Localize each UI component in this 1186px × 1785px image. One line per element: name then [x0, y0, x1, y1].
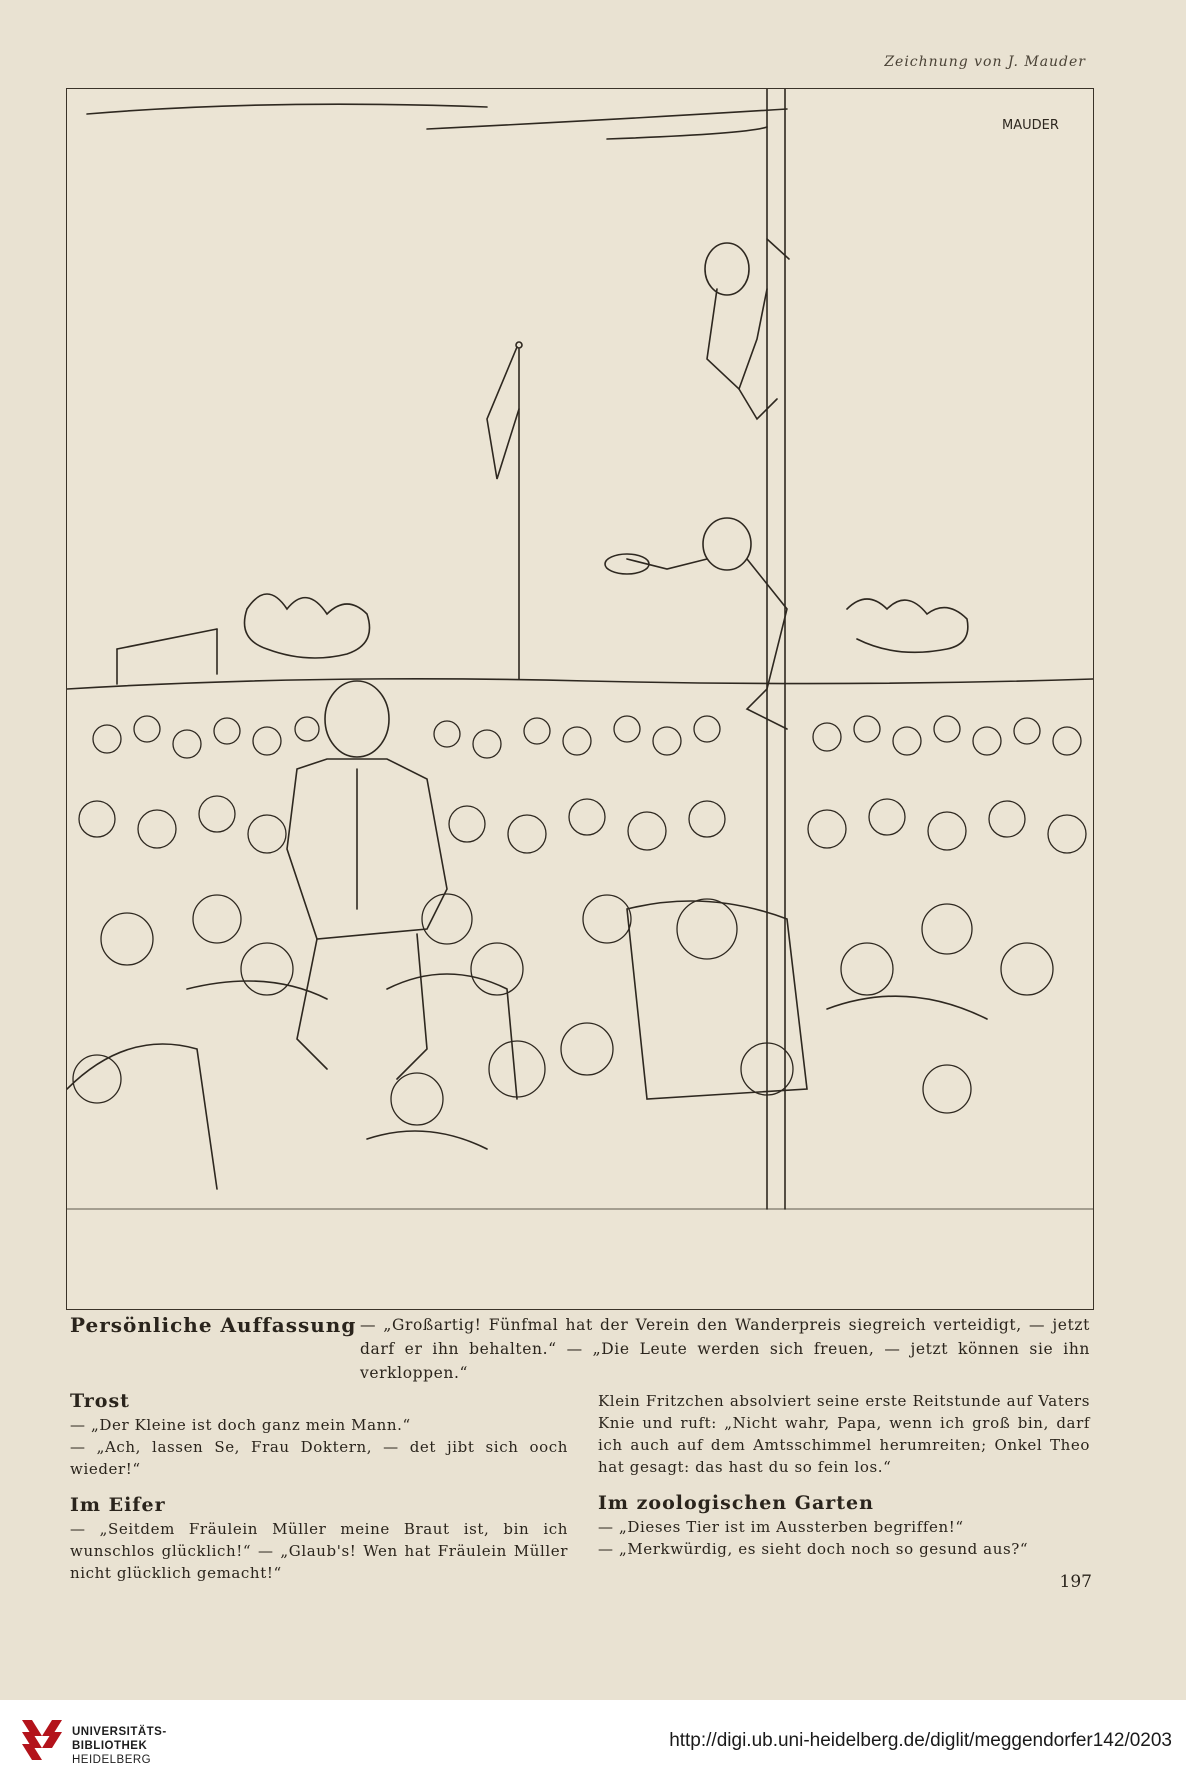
- main-caption-text: — „Großartig! Fünfmal hat der Verein den Wanderpreis siegreich verteidigt, — jetzt darf er ihn behalten.“ — „Die Leute werden sich freuen, — jetzt können sie ihn verkloppen.“: [360, 1316, 1090, 1382]
- section-title-trost: Trost: [70, 1390, 130, 1412]
- main-caption-title: Persönliche Auffassung: [70, 1313, 357, 1337]
- section-line: — „Seitdem Fräulein Müller meine Braut ist, bin ich wunschlos glücklich!“ — „Glaub's! Wen hat Fräulein Müller nicht glücklich gemacht!“: [70, 1520, 568, 1582]
- library-name-line1: UNIVERSITÄTS-: [72, 1726, 167, 1738]
- footer-bar: [0, 1700, 1186, 1785]
- left-column: [70, 1390, 568, 1584]
- source-url-link[interactable]: http://digi.ub.uni-heidelberg.de/diglit/meggendorfer142/0203: [669, 1730, 1172, 1751]
- artist-signature: MAUDER: [1002, 118, 1059, 133]
- section-line: — „Ach, lassen Se, Frau Doktern, — det jibt sich ooch wieder!“: [70, 1438, 568, 1478]
- library-name-line2: BIBLIOTHEK: [72, 1740, 148, 1752]
- section-line: — „Der Kleine ist doch ganz mein Mann.“: [70, 1416, 411, 1434]
- cartoon-illustration: [66, 88, 1094, 1310]
- section-line: — „Dieses Tier ist im Aussterben begriffen!“: [598, 1518, 964, 1536]
- illustrator-credit: Zeichnung von J. Mauder: [884, 54, 1086, 70]
- section-paragraph-fritzchen: Klein Fritzchen absolviert seine erste Reitstunde auf Vaters Knie und ruft: „Nicht wahr, Papa, wenn ich groß bin, darf ich auch auf dem Amtsschimmel herumreiten; Onkel Theo hat gesagt: das hast du so fein los.“: [598, 1392, 1090, 1476]
- cartoon-drawing: [67, 89, 1093, 1309]
- library-logo-icon[interactable]: [18, 1716, 66, 1770]
- section-title-zoologischen-garten: Im zoologischen Garten: [598, 1492, 874, 1514]
- page-number: 197: [1059, 1572, 1092, 1592]
- right-column: [598, 1390, 1090, 1560]
- section-line: — „Merkwürdig, es sieht doch noch so gesund aus?“: [598, 1540, 1029, 1558]
- section-title-im-eifer: Im Eifer: [70, 1494, 166, 1516]
- library-name-line3: HEIDELBERG: [72, 1754, 152, 1766]
